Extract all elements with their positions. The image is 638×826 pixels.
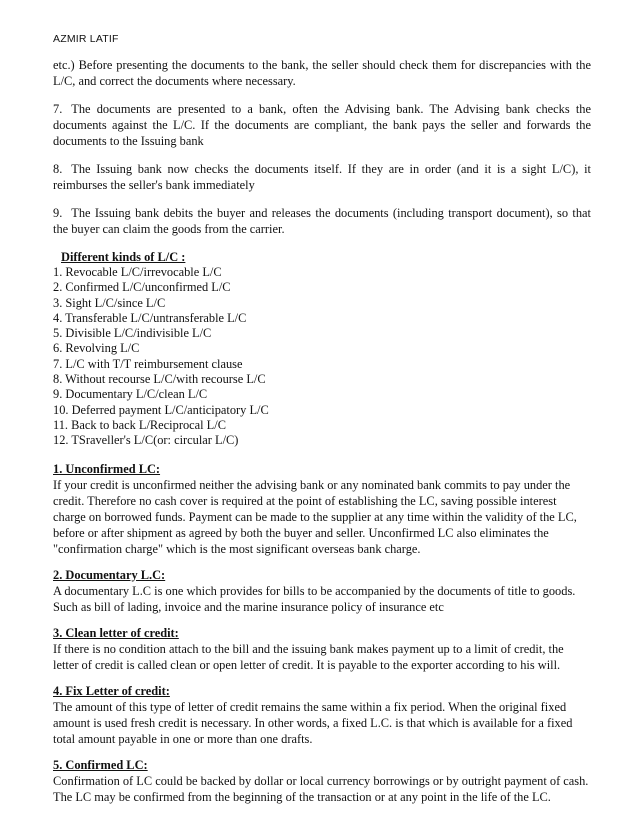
kinds-heading: Different kinds of L/C : <box>61 250 186 264</box>
kinds-list-item: 5. Divisible L/C/indivisible L/C <box>53 326 212 341</box>
kinds-list-item: 3. Sight L/C/since L/C <box>53 295 166 310</box>
section-heading-confirmed-lc: 5. Confirmed LC: <box>53 757 148 772</box>
section-text-clean-letter-of-credit: If there is no condition attach to the bill and the issuing bank makes payment up to a limit of credit, the letter of credit is called clean or open letter of credit. It is payable to the exporter according to his will. <box>53 641 564 672</box>
kinds-list-item: 12. TSraveller's L/C(or: circular L/C) <box>53 433 239 448</box>
kinds-list-item: 8. Without recourse L/C/with recourse L/C <box>53 372 266 387</box>
paragraph-continuation <box>53 57 591 89</box>
paragraph-number: 8. <box>53 162 63 176</box>
paragraph-step-8 <box>53 161 591 193</box>
kinds-list-item: 2. Confirmed L/C/unconfirmed L/C <box>53 280 231 295</box>
paragraph-step-9 <box>53 205 591 237</box>
section-heading-fix-letter-of-credit: 4. Fix Letter of credit: <box>53 683 170 698</box>
section-text-confirmed-lc: Confirmation of LC could be backed by dollar or local currency borrowings or by outright payment of cash. The LC may be confirmed from the beginning of the transaction or at any point in the life of the LC. <box>53 773 589 804</box>
kinds-list-item: 9. Documentary L/C/clean L/C <box>53 387 208 402</box>
page-header-author: AZMIR LATIF <box>53 33 119 45</box>
paragraph-text: The Issuing bank now checks the documents itself. If they are in order (and it is a sight L/C), it reimburses the seller's bank immediately <box>53 162 591 192</box>
section-text-unconfirmed-lc: If your credit is unconfirmed neither the advising bank or any nominated bank commits to pay under the credit. Therefore no cash cover is required at the point of establishing the LC, saving possible interest charge on borrowed funds. Payment can be made to the supplier at any time within the validity of the LC, before or after shipment as agreed by both the buyer and seller. Unconfirmed LC also eliminates the "confirmation charge" which is the most significant overseas bank charge. <box>53 477 577 556</box>
paragraph-number: 9. <box>53 206 63 220</box>
paragraph-text: The documents are presented to a bank, often the Advising bank. The Advising bank checks the documents against the L/C. If the documents are compliant, the bank pays the seller and forwards the documents to the Issuing bank <box>53 102 591 148</box>
kinds-list-item: 7. L/C with T/T reimbursement clause <box>53 356 243 371</box>
kinds-list-item: 4. Transferable L/C/untransferable L/C <box>53 310 247 325</box>
kinds-list-item: 10. Deferred payment L/C/anticipatory L/C <box>53 402 269 417</box>
section-heading-clean-letter-of-credit: 3. Clean letter of credit: <box>53 625 179 640</box>
section-text-documentary-lc: A documentary L.C is one which provides for bills to be accompanied by the documents of title to goods. Such as bill of lading, invoice and the marine insurance policy of insurance etc <box>53 583 576 614</box>
document-body <box>53 57 591 815</box>
kinds-list <box>53 265 591 449</box>
paragraph-text: etc.) Before presenting the documents to the bank, the seller should check them for discrepancies with the L/C, and correct the documents where necessary. <box>53 58 591 88</box>
kinds-list-item: 11. Back to back L/Reciprocal L/C <box>53 417 226 432</box>
paragraph-number: 7. <box>53 102 63 116</box>
paragraph-text: The Issuing bank debits the buyer and releases the documents (including transport document), so that the buyer can claim the goods from the carrier. <box>53 206 591 236</box>
section-heading-documentary-lc: 2. Documentary L.C: <box>53 567 166 582</box>
section-text-fix-letter-of-credit: The amount of this type of letter of credit remains the same within a fix period. When the original fixed amount is used fresh credit is necessary. In other words, a fixed L.C. is that which is available for a fixed total amount payable in one or more than one drafts. <box>53 699 573 746</box>
kinds-list-item: 1. Revocable L/C/irrevocable L/C <box>53 265 222 279</box>
paragraph-step-7 <box>53 101 591 149</box>
kinds-list-item: 6. Revolving L/C <box>53 341 140 356</box>
section-heading-unconfirmed-lc: 1. Unconfirmed LC: <box>53 461 161 476</box>
